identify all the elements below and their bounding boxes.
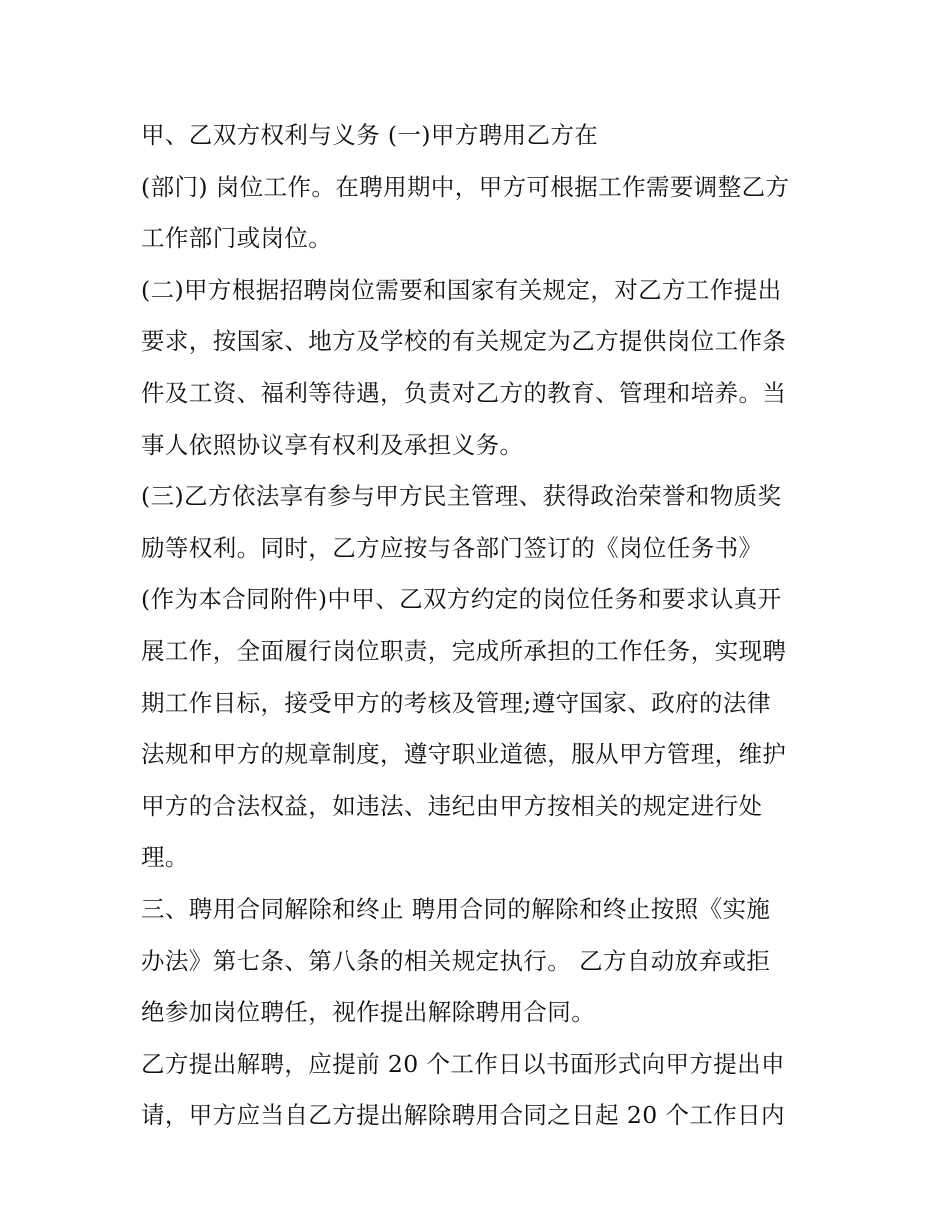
text-line-1: 甲、乙双方权利与义务 (一)甲方聘用乙方在: [141, 121, 599, 149]
text-line-7: 事人依照协议享有权利及承担义务。: [141, 430, 524, 459]
text-line-8: (三)乙方依法享有参与甲方民主管理、获得政治荣誉和物质奖: [141, 482, 782, 511]
text-line-12: 期工作目标，接受甲方的考核及管理;遵守国家、政府的法律: [141, 688, 771, 717]
text-line-3: 工作部门或岗位。: [141, 224, 333, 253]
text-line-18: 绝参加岗位聘任，视作提出解除聘用合同。: [141, 998, 596, 1027]
document-body: [141, 110, 821, 1142]
text-line-15: 理。: [141, 843, 189, 872]
text-line-11: 展工作，全面履行岗位职责，完成所承担的工作任务，实现聘: [141, 636, 787, 665]
text-line-13: 法规和甲方的规章制度，遵守职业道德，服从甲方管理，维护: [141, 740, 787, 769]
text-line-20: 请，甲方应当自乙方提出解除聘用合同之日起 20 个工作日内: [141, 1101, 785, 1130]
text-line-10: (作为本合同附件)中甲、乙双方约定的岗位任务和要求认真开: [141, 585, 782, 614]
text-line-14: 甲方的合法权益，如违法、违纪由甲方按相关的规定进行处: [141, 791, 763, 820]
text-line-5: 要求，按国家、地方及学校的有关规定为乙方提供岗位工作条: [141, 327, 787, 356]
text-line-9: 励等权利。同时，乙方应按与各部门签订的《岗位任务书》: [141, 533, 763, 562]
text-line-17: 办法》第七条、第八条的相关规定执行。 乙方自动放弃或拒: [141, 946, 771, 975]
text-line-4: (二)甲方根据招聘岗位需要和国家有关规定，对乙方工作提出: [141, 275, 782, 304]
text-line-2: (部门) 岗位工作。在聘用期中，甲方可根据工作需要调整乙方: [141, 172, 790, 201]
text-line-19: 乙方提出解聘，应提前 20 个工作日以书面形式向甲方提出申: [141, 1049, 785, 1078]
text-line-16: 三、聘用合同解除和终止 聘用合同的解除和终止按照《实施: [141, 894, 771, 923]
text-line-6: 件及工资、福利等待遇，负责对乙方的教育、管理和培养。当: [141, 378, 787, 407]
